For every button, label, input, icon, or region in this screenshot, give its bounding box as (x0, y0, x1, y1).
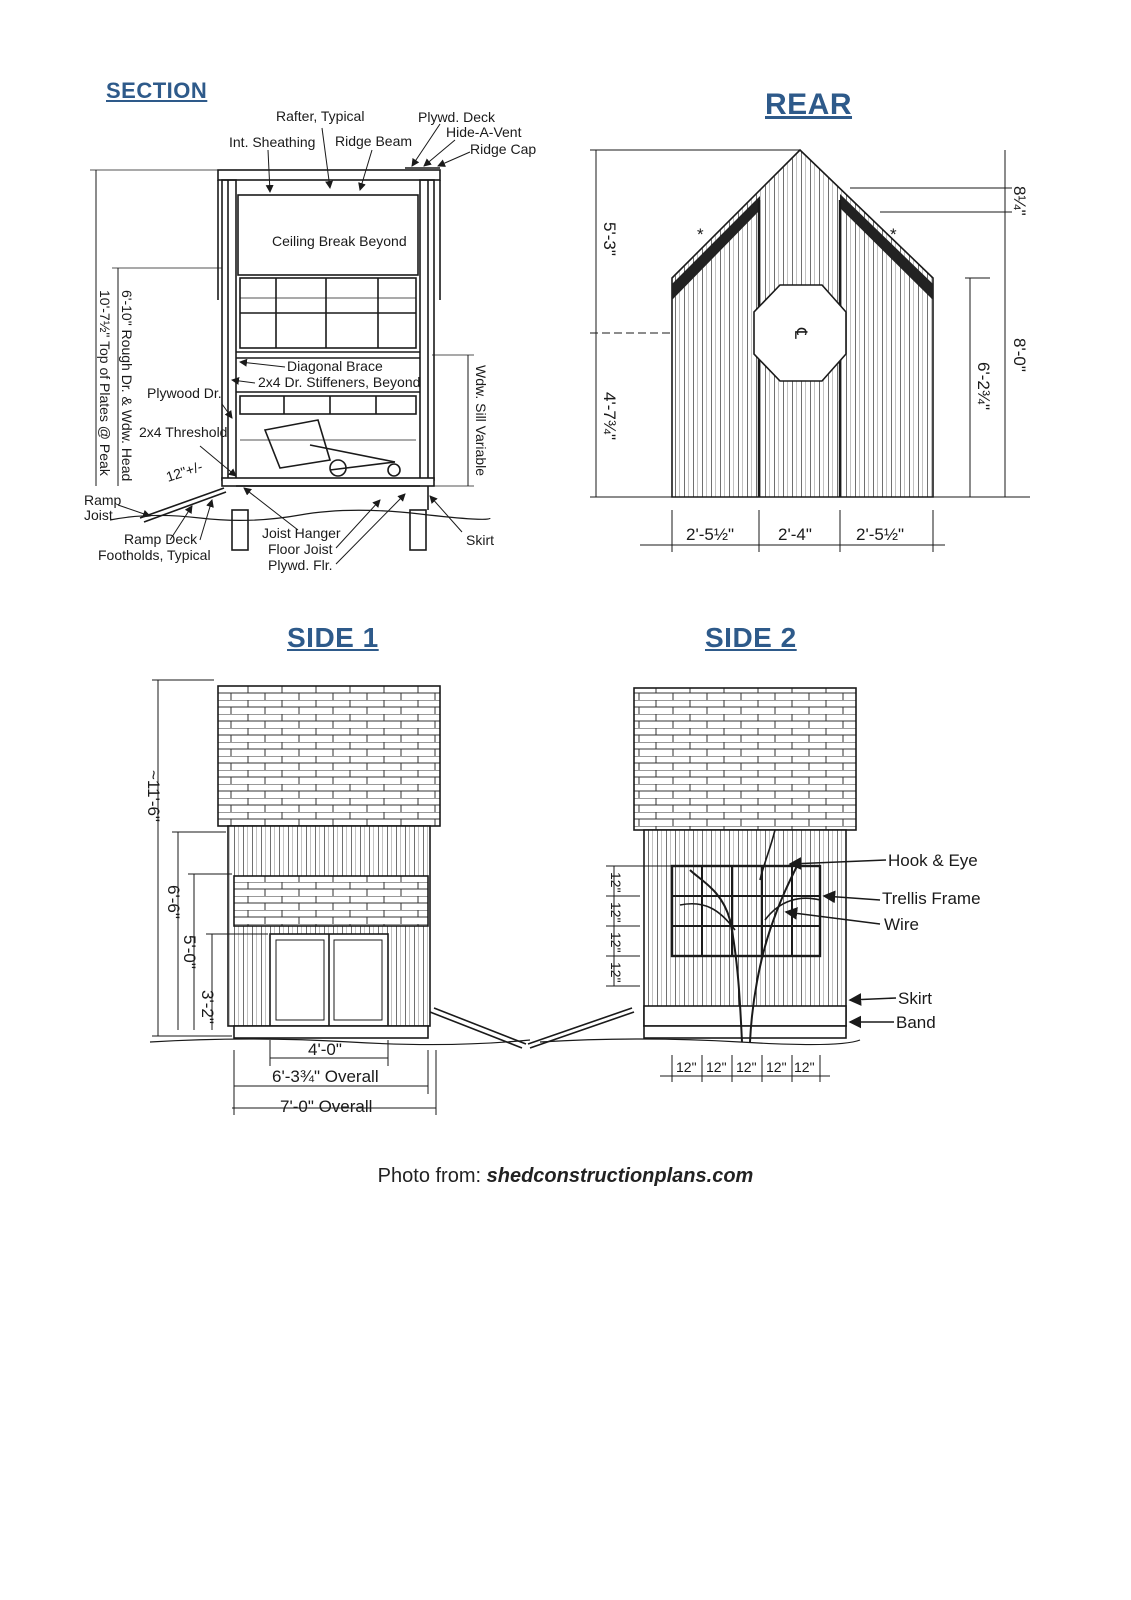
side2-hspace-3: 12" (736, 1059, 757, 1075)
label-joist: Joist (84, 507, 113, 523)
label-floor-joist: Floor Joist (268, 541, 333, 557)
label-footholds: Footholds, Typical (98, 547, 211, 563)
credit-prefix: Photo from: (377, 1165, 487, 1187)
label-ridge-beam: Ridge Beam (335, 133, 413, 149)
side2-hspace-4: 12" (766, 1059, 787, 1075)
rear-dim-bottom-a: 2'-5½" (686, 525, 735, 544)
label-ramp-deck: Ramp Deck (124, 531, 198, 547)
section-drawing (90, 124, 490, 564)
photo-credit (0, 1165, 1131, 1188)
side1-title: SIDE 1 (287, 622, 379, 653)
side1-dim-overall-a: 6'-3¾" Overall (272, 1067, 379, 1086)
side1-dim-h1: 6'-6" (164, 885, 183, 919)
side2-label-wire: Wire (884, 915, 919, 934)
label-ceiling-break: Ceiling Break Beyond (272, 233, 407, 249)
side2-hspace-5: 12" (794, 1059, 815, 1075)
side2-drawing (528, 688, 896, 1082)
label-rough-dr: 6'-10" Rough Dr. & Wdw. Head (119, 290, 135, 482)
rear-center-mark: ℄ (791, 328, 810, 339)
side1-dim-h2: 5'-0" (180, 935, 199, 969)
rear-drawing (590, 150, 1030, 552)
rear-dim-bottom-b: 2'-4" (778, 525, 812, 544)
credit-site: shedconstructionplans.com (486, 1165, 754, 1187)
side2-hspace-2: 12" (706, 1059, 727, 1075)
label-joist-hanger: Joist Hanger (262, 525, 341, 541)
label-plywood-dr: Plywood Dr. (147, 385, 222, 401)
side2-label-skirt: Skirt (898, 989, 932, 1008)
side2-title: SIDE 2 (705, 622, 797, 653)
rear-dim-lower-left: 4'-7¾" (600, 392, 619, 441)
side1-dim-total-height: ~11'-6" (144, 770, 163, 822)
side2-label-hook-eye: Hook & Eye (888, 851, 978, 870)
label-wdw-sill: Wdw. Sill Variable (473, 365, 489, 477)
side2-hspace-1: 12" (676, 1059, 697, 1075)
rear-dim-bottom-c: 2'-5½" (856, 525, 905, 544)
label-ramp-dim: 12"+/- (163, 458, 205, 485)
label-int-sheathing: Int. Sheathing (229, 134, 316, 150)
rear-dim-right-total: 8'-0" (1010, 338, 1029, 372)
section-title: SECTION (106, 78, 208, 103)
label-skirt: Skirt (466, 532, 494, 548)
side1-dim-door-width: 4'-0" (308, 1040, 342, 1059)
side2-vspace-1: 12" (608, 872, 624, 893)
rear-star-left: * (697, 225, 704, 244)
label-hide-a-vent: Hide-A-Vent (446, 124, 522, 140)
label-ramp: Ramp (84, 492, 122, 508)
label-ridge-cap: Ridge Cap (470, 141, 537, 157)
label-stiffeners: 2x4 Dr. Stiffeners, Beyond (258, 374, 421, 390)
rear-star-right: * (890, 225, 897, 244)
side2-vspace-4: 12" (608, 962, 624, 983)
side1-dim-overall-b: 7'-0" Overall (280, 1097, 373, 1116)
label-plywd-flr: Plywd. Flr. (268, 557, 333, 573)
label-threshold: 2x4 Threshold (139, 424, 228, 440)
side1-dim-h3: 3'-2" (198, 990, 217, 1024)
label-plywd-deck: Plywd. Deck (418, 109, 496, 125)
label-diagonal-brace: Diagonal Brace (287, 358, 383, 374)
rear-dim-upper-left: 5'-3" (600, 222, 619, 256)
label-rafter: Rafter, Typical (276, 108, 365, 124)
side2-vspace-2: 12" (608, 902, 624, 923)
rear-dim-top-right: 8¼" (1010, 186, 1029, 216)
side2-label-trellis-frame: Trellis Frame (882, 889, 981, 908)
side2-vspace-3: 12" (608, 932, 624, 953)
rear-title: REAR (765, 88, 853, 121)
label-top-plates: 10'-7½" Top of Plates @ Peak (97, 290, 113, 476)
rear-dim-right-inner: 6'-2¾" (974, 362, 993, 411)
side2-label-band: Band (896, 1013, 936, 1032)
